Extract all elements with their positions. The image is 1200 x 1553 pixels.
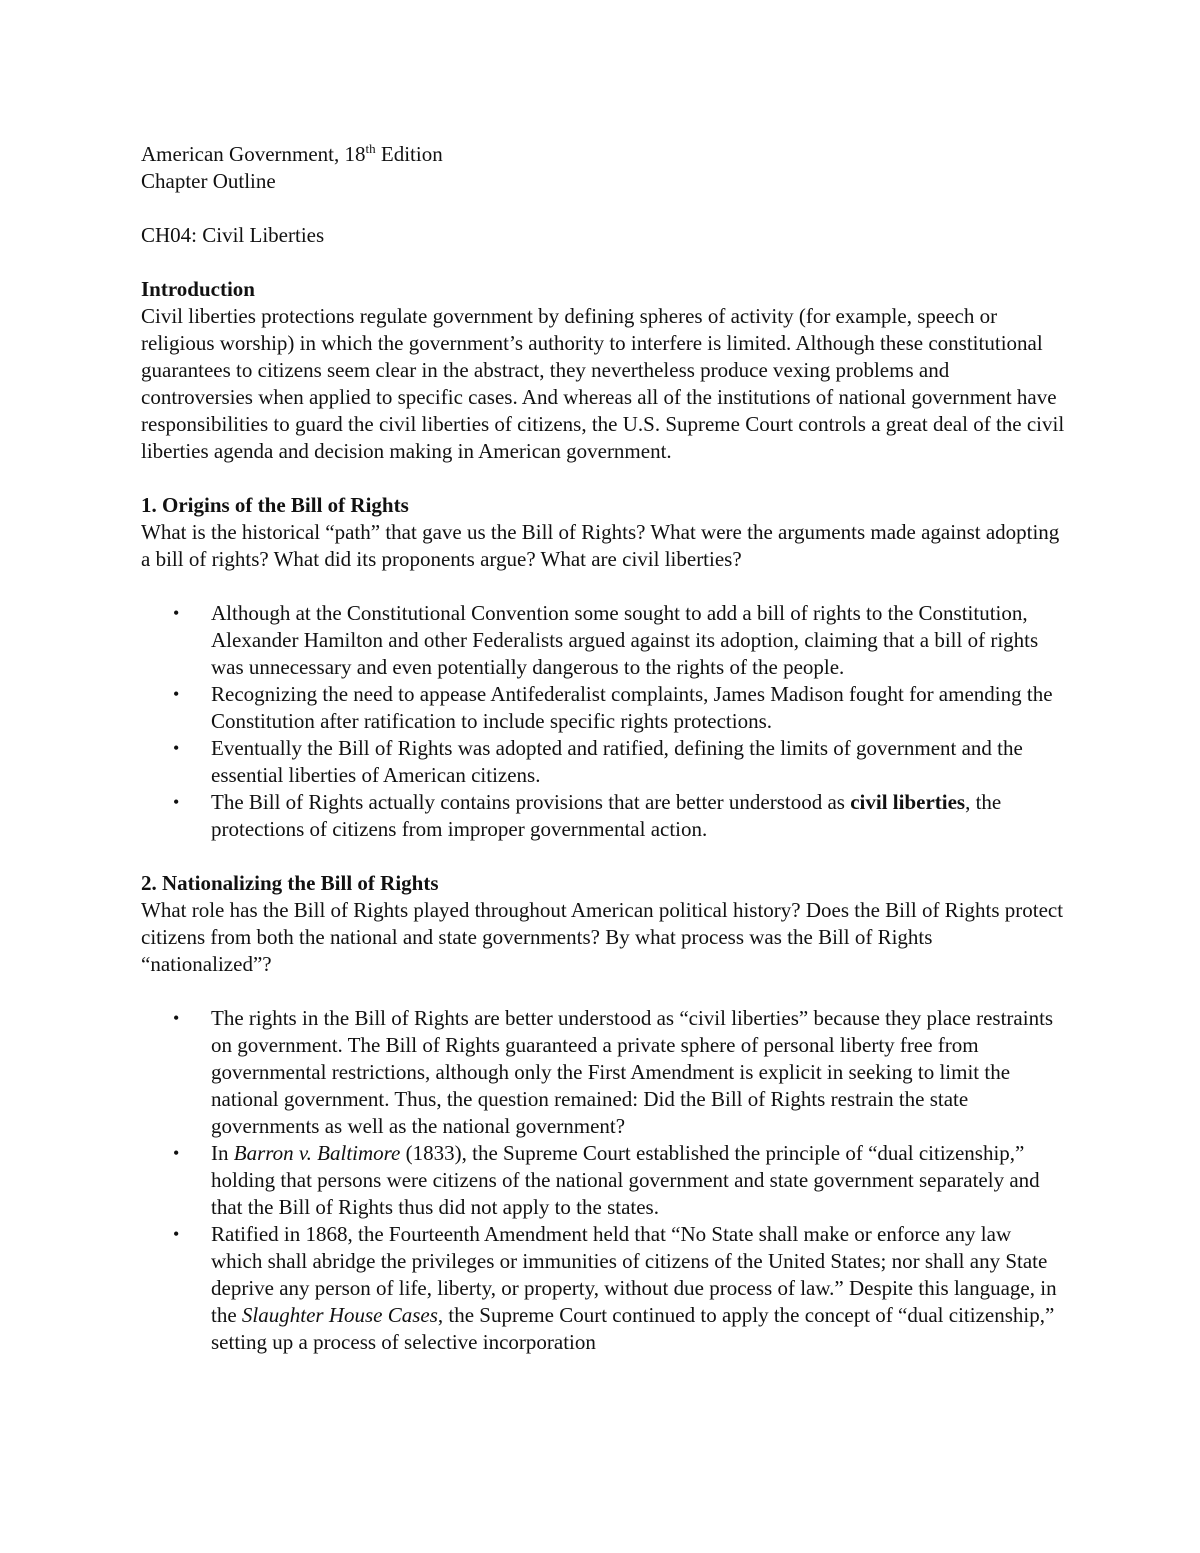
list-item: • Ratified in 1868, the Fourteenth Amendment held that “No State shall make or enforce any law which shall abridge the privileges or immunities of citizens of the United States; nor shall any State deprive any person of life, liberty, or property, without due process of law.” Despite this language, in the Slaughter House Cases, the Supreme Court continued to apply the concept of “dual citizenship,” setting up a process of selective incorporation: [173, 1222, 1057, 1354]
document-body: [141, 141, 1066, 1356]
bullet-icon: •: [173, 738, 180, 758]
section-2-bullet-list: [141, 1005, 1066, 1356]
bullet-icon: •: [173, 684, 180, 704]
section-1-bullet-list: [141, 600, 1066, 843]
section-1-questions: What is the historical “path” that gave us the Bill of Rights? What were the arguments made against adopting a bill of rights? What did its proponents argue? What are civil liberties?: [141, 520, 1060, 571]
book-title: American Government, 18th Edition: [141, 141, 443, 166]
case-name-slaughter-house: Slaughter House Cases: [241, 1303, 438, 1327]
list-item: • Recognizing the need to appease Antifederalist complaints, James Madison fought for amending the Constitution after ratification to include specific rights protections.: [173, 682, 1053, 733]
bullet-icon: •: [173, 1008, 180, 1028]
chapter-title: CH04: Civil Liberties: [141, 223, 325, 247]
section-1-heading: 1. Origins of the Bill of Rights: [141, 493, 409, 517]
case-name-barron: Barron v. Baltimore: [233, 1141, 401, 1165]
list-item: • Eventually the Bill of Rights was adopted and ratified, defining the limits of government and the essential liberties of American citizens.: [173, 736, 1023, 787]
introduction-heading: Introduction: [141, 277, 255, 301]
bullet-icon: •: [173, 1143, 180, 1163]
document-type: Chapter Outline: [141, 169, 276, 193]
introduction-paragraph: Civil liberties protections regulate government by defining spheres of activity (for example, speech or religious worship) in which the government’s authority to interfere is limited. Although these constitutional guarantees to citizens seem clear in the abstract, they nevertheless produce vexing problems and controversies when applied to specific cases. And whereas all of the institutions of national government have responsibilities to guard the civil liberties of citizens, the U.S. Supreme Court controls a great deal of the civil liberties agenda and decision making in American government.: [141, 304, 1065, 463]
list-item: • The Bill of Rights actually contains provisions that are better understood as civil liberties, the protections of citizens from improper governmental action.: [173, 790, 1002, 841]
section-2-questions: What role has the Bill of Rights played throughout American political history? Does the Bill of Rights protect citizens from both the national and state governments? By what process was the Bill of Rights “nationalized”?: [141, 898, 1064, 976]
list-item: • In Barron v. Baltimore (1833), the Supreme Court established the principle of “dual citizenship,” holding that persons were citizens of the national government and state government separately and that the Bill of Rights thus did not apply to the states.: [173, 1141, 1040, 1219]
bullet-icon: •: [173, 1224, 180, 1244]
bullet-icon: •: [173, 792, 180, 812]
term-civil-liberties: civil liberties: [850, 790, 966, 814]
list-item: • The rights in the Bill of Rights are better understood as “civil liberties” because they place restraints on government. The Bill of Rights guaranteed a private sphere of personal liberty free from governmental restrictions, although only the First Amendment is explicit in seeking to limit the national government. Thus, the question remained: Did the Bill of Rights restrain the state governments as well as the national government?: [173, 1006, 1054, 1138]
section-2-heading: 2. Nationalizing the Bill of Rights: [141, 871, 439, 895]
bullet-icon: •: [173, 603, 180, 623]
list-item: • Although at the Constitutional Convention some sought to add a bill of rights to the Constitution, Alexander Hamilton and other Federalists argued against its adoption, claiming that a bill of rights was unnecessary and even potentially dangerous to the rights of the people.: [173, 601, 1039, 679]
